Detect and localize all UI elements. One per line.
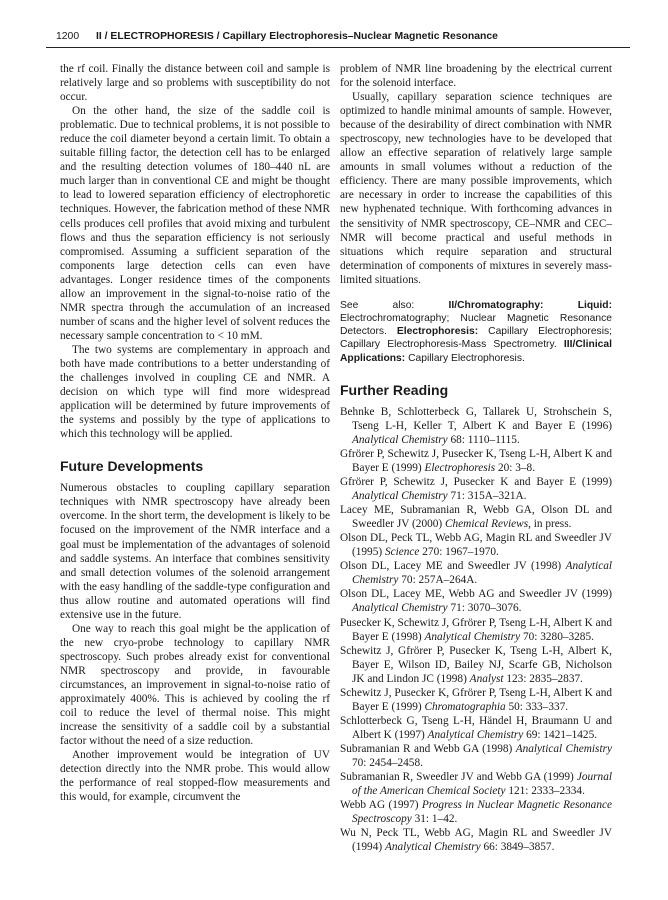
section-heading-further-reading: Further Reading	[340, 381, 449, 398]
journal-title: Progress in Nuclear Magnetic Resonance Spectroscopy	[352, 799, 612, 826]
body-paragraph: Another improvement would be integration of UV detection directly into the NMR probe. This would allow the performance of real stopped-flow measurements and this would, for example, circumvent the	[60, 749, 330, 804]
running-title: II / ELECTROPHORESIS / Capillary Electrophoresis–Nuclear Magnetic Resonance	[96, 31, 498, 42]
body-paragraph: The two systems are complementary in approach and both have made contributions to a better understanding of the challenges involved in coupling CE and NMR. A decision on which type will find more widespread application will be determined by future improvements of the systems and possibly by the type of applications to which this technology will be applied.	[60, 343, 330, 441]
body-paragraph: Numerous obstacles to coupling capillary separation techniques with NMR spectroscopy have already been overcome. In the short term, the development is likely to be focused on the improvement of the NMR interface and a goal must be implementation of the advantages of solenoid and saddle systems. An interface that combines sensitivity and small detection volumes of the solenoid arrangement with the easy handling of the saddle-type configuration and thus allow routine and automated operations will find extensive use in the future.	[60, 482, 330, 621]
reference-item: Gfrörer P, Schewitz J, Pusecker K and Bayer E (1999) Analytical Chemistry 71: 315A–321A.	[340, 476, 612, 503]
section-heading-future-developments: Future Developments	[60, 458, 204, 475]
journal-title: Analytical Chemistry	[424, 630, 521, 643]
journal-title: Chromatographia	[424, 700, 506, 713]
body-paragraph: On the other hand, the size of the saddle coil is problematic. Due to technical problems, it is not possible to reduce the coil diameter beyond a certain limit. To obtain a suitable filling factor, the detection cell has to be enlarged and the resulting detection volumes of 180–440 nL are much larger than in conventional CE and might be thought to lead to lowered separation efficiency of electrophoretic techniques. However, the fabrication method of these NMR cells produces cell profiles that avoid mixing and turbulent flows and thus the separation efficiency is not seriously compromised. Assuming a sufficient separation of the components large detection cells can even have advantages. Longer residence times of the components allow an improvement in the signal-to-noise ratio of the NMR spectra through the accumulation of an increased number of scans and the higher level of solvent reduces the necessary sample concentration to < 10 mM.	[60, 105, 330, 342]
journal-title: Analytical Chemistry	[427, 728, 524, 741]
reference-item: Olson DL, Peck TL, Webb AG, Magin RL and Sweedler JV (1995) Science 270: 1967–1970.	[340, 532, 612, 559]
reference-list	[340, 405, 612, 855]
journal-title: Analytical Chemistry	[352, 433, 448, 446]
right-column	[340, 62, 612, 854]
reference-item: Lacey ME, Subramanian R, Webb GA, Olson DL and Sweedler JV (2000) Chemical Reviews, in press.	[340, 504, 612, 531]
journal-title: Analytical Chemistry	[352, 490, 448, 503]
page-number: 1200	[56, 31, 80, 42]
reference-item: Schewitz J, Pusecker K, Gfrörer P, Tseng L-H, Albert K and Bayer E (1999) Chromatographia 50: 333–337.	[340, 686, 612, 713]
journal-title: Chemical Reviews	[444, 518, 529, 531]
running-header	[46, 28, 630, 46]
reference-item: Subramanian R and Webb GA (1998) Analytical Chemistry 70: 2454–2458.	[340, 742, 612, 769]
journal-title: Analyst	[469, 672, 504, 685]
journal-title: Analytical Chemistry	[352, 560, 612, 587]
see-also-block: See also: II/Chromatography: Liquid: Electrochromatography; Nuclear Magnetic Resonance Detectors. Electrophoresis: Capillary Electrophoresis; Capillary Electrophoresis-Mass Spectrometry. III/Clinical Applications: Capillary Electrophoresis.	[340, 299, 613, 364]
journal-title: Electrophoresis	[424, 462, 496, 474]
reference-item: Olson DL, Lacey ME, Webb AG and Sweedler JV (1999) Analytical Chemistry 71: 3070–3076.	[340, 588, 612, 615]
reference-item: Pusecker K, Schewitz J, Gfrörer P, Tseng L-H, Albert K and Bayer E (1998) Analytical Chemistry 70: 3280–3285.	[340, 616, 612, 643]
body-paragraph: Usually, capillary separation science techniques are optimized to handle minimal amounts of sample. However, because of the desirability of direct combination with NMR spectroscopy, new technologies have to be developed that allow an effective separation of relatively large sample amounts in small volumes without a reduction of the efficiency. There are many possible improvements, which are necessary in order to increase the capabilities of this new hyphenated technique. With forthcoming advances in the sensitivity of NMR spectroscopy, CE–NMR and CEC–NMR will become practical and useful methods in situations which require separation and structural determination of components of mixtures in severely mass-limited situations.	[340, 91, 612, 286]
journal-title: Science	[384, 546, 420, 559]
body-paragraph: problem of NMR line broadening by the electrical current for the solenoid interface.	[340, 63, 612, 90]
reference-item: Behnke B, Schlotterbeck G, Tallarek U, Strohschein S, Tseng L-H, Keller T, Albert K and Bayer E (1996) Analytical Chemistry 68: 1110–1115.	[340, 405, 612, 446]
journal-title: Analytical Chemistry	[384, 841, 481, 854]
journal-title: Journal of the American Chemical Society	[352, 771, 612, 798]
body-paragraph: One way to reach this goal might be the application of the new cryo-probe technology to capillary NMR spectroscopy. Such probes already exist for conventional NMR spectroscopy and provide, in favourable circumstances, an improvement in signal-to-noise ratio of approximately 400%. This is achieved by cooling the rf coil to reduce the level of thermal noise. This might increase the sensitivity of a saddle coil by a substantial factor without the need of a size reduction.	[60, 622, 330, 748]
see-also-prefix: See also:	[340, 299, 449, 311]
body-paragraph: the rf coil. Finally the distance between coil and sample is relatively large and so problems with susceptibility do not occur.	[60, 63, 330, 104]
see-also-link[interactable]: Electrophoresis:	[396, 326, 479, 338]
reference-item: Olson DL, Lacey ME and Sweedler JV (1998) Analytical Chemistry 70: 257A–264A.	[340, 560, 612, 587]
header-rule	[46, 47, 630, 48]
journal-title: Analytical Chemistry	[515, 742, 612, 755]
reference-item: Schlotterbeck G, Tseng L-H, Händel H, Braumann U and Albert K (1997) Analytical Chemistry 69: 1421–1425.	[340, 714, 612, 741]
reference-item: Schewitz J, Gfrörer P, Pusecker K, Tseng L-H, Albert K, Bayer E, Wilson ID, Bailey NJ, Scarfe GB, Nicholson JK and Lindon JC (1998) Analyst 123: 2835–2837.	[340, 644, 612, 685]
journal-title: Analytical Chemistry	[352, 602, 448, 615]
see-also-link[interactable]: II/Chromatography: Liquid:	[448, 299, 613, 311]
reference-item: Webb AG (1997) Progress in Nuclear Magnetic Resonance Spectroscopy 31: 1–42.	[340, 799, 612, 826]
reference-item: Gfrörer P, Schewitz J, Pusecker K, Tseng L-H, Albert K and Bayer E (1999) Electrophoresis 20: 3–8.	[340, 447, 612, 474]
see-also-link[interactable]: III/Clinical Applications:	[340, 339, 612, 364]
reference-item: Wu N, Peck TL, Webb AG, Magin RL and Sweedler JV (1994) Analytical Chemistry 66: 3849–3857.	[340, 827, 612, 854]
left-column	[60, 62, 330, 804]
reference-item: Subramanian R, Sweedler JV and Webb GA (1999) Journal of the American Chemical Society 121: 2333–2334.	[340, 771, 612, 798]
